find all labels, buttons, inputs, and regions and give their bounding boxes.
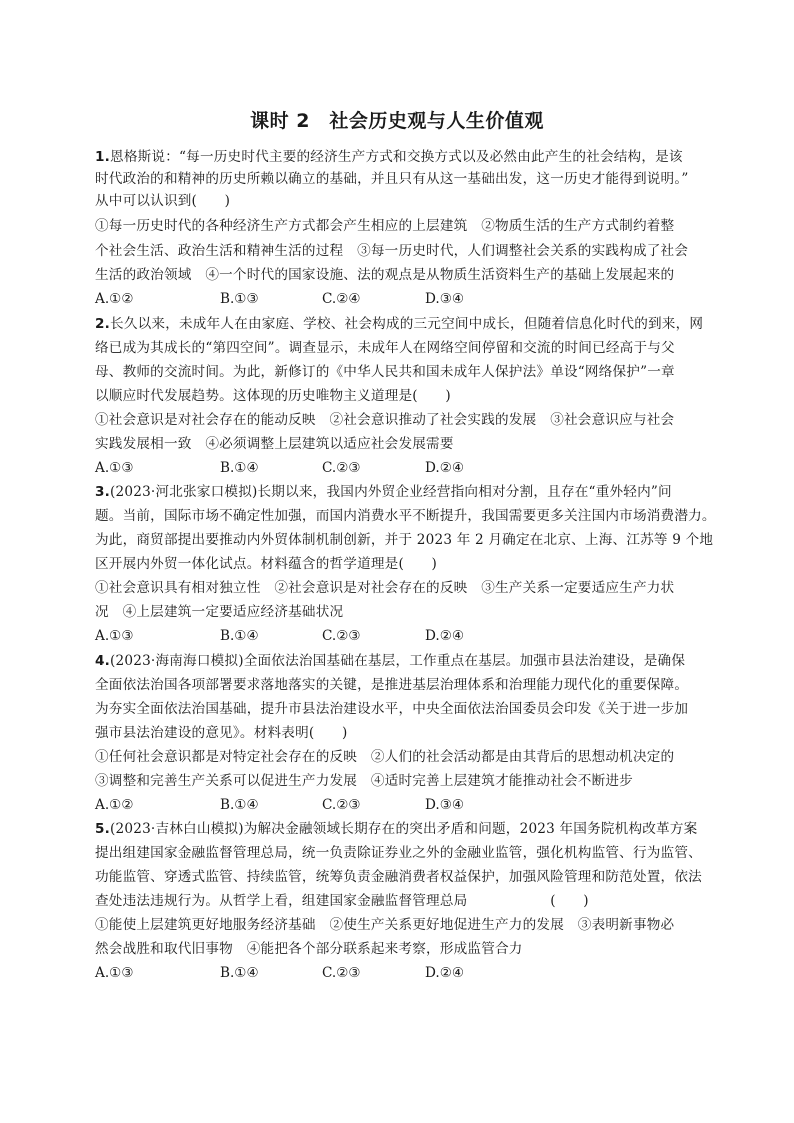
statement-text: ③调整和完善生产关系可以促进生产力发展 ④适时完善上层建筑才能推动社会不断进步 [95,773,633,789]
option-a[interactable]: A.①③ [95,628,134,644]
option-c[interactable]: C.②③ [322,628,361,644]
question-line [95,148,683,166]
option-a[interactable]: A.①③ [95,460,134,476]
question-number: 1. [95,149,111,165]
question-text: 提出组建国家金融监督管理总局，统一负责除证券业之外的金融业监管，强化机构监管、行为监管、 [95,845,702,861]
question-text: 功能监管、穿透式监管、持续监管，统筹负责金融消费者权益保护，加强风险管理和防范处置，依法 [95,869,702,885]
option-d[interactable]: D.②④ [425,628,465,644]
question-text: (2023·吉林白山模拟)为解决金融领域长期存在的突出矛盾和问题，2023 年国务院机构改革方案 [110,821,698,837]
statement-text: 实践发展相一致 ④必须调整上层建筑以适应社会发展需要 [95,436,454,452]
option-a[interactable]: A.①② [95,291,134,307]
statement-text: 生活的政治领域 ④一个时代的国家设施、法的观点是从物质生活资料生产的基础上发展起来的 [95,267,675,283]
question-text: 查处违法违规行为。从哲学上看，组建国家金融监督管理总局 ( ) [95,893,589,909]
option-c[interactable]: C.②③ [322,797,361,813]
statement-text: 然会战胜和取代旧事物 ④能把各个部分联系起来考察，形成监管合力 [95,941,523,957]
question-number: 4. [95,653,111,669]
question-text: 区开展内外贸一体化试点。材料蕴含的哲学道理是( ) [95,556,438,572]
question-text: 母、教师的交流时间。为此，新修订的《中华人民共和国未成年人保护法》单设“网络保护”一章 [95,364,675,380]
option-d[interactable]: D.②④ [425,460,465,476]
option-b[interactable]: B.①④ [220,628,259,644]
question-line [95,483,672,501]
option-c[interactable]: C.②③ [322,965,361,981]
option-d[interactable]: D.③④ [425,797,465,813]
option-a[interactable]: A.①② [95,797,134,813]
question-number: 3. [95,484,111,500]
statement-text: 况 ④上层建筑一定要适应经济基础状况 [95,604,344,620]
option-a[interactable]: A.①③ [95,965,134,981]
question-text: 恩格斯说：“每一历史时代主要的经济生产方式和交换方式以及必然由此产生的社会结构，是该 [110,149,683,165]
question-line [95,315,703,333]
option-b[interactable]: B.①④ [220,460,259,476]
question-line [95,820,697,838]
question-text: 时代政治的和精神的历史所赖以确立的基础，并且只有从这一基础出发，这一历史才能得到说明。” [95,171,689,187]
question-text: 长久以来，未成年人在由家庭、学校、社会构成的三元空间中成长，但随着信息化时代的到来，网 [110,316,704,332]
page-title: 课时 2 社会历史观与人生价值观 [250,110,544,132]
question-number: 2. [95,316,111,332]
question-text: 从中可以认识到( ) [95,193,231,209]
option-d[interactable]: D.③④ [425,291,465,307]
question-line [95,652,685,670]
option-c[interactable]: C.②③ [322,460,361,476]
statement-text: ①每一历史时代的各种经济生产方式都会产生相应的上层建筑 ②物质生活的生产方式制约着整 [95,218,675,234]
option-b[interactable]: B.①④ [220,965,259,981]
option-c[interactable]: C.②④ [322,291,361,307]
question-text: (2023·海南海口模拟)全面依法治国基础在基层，工作重点在基层。加强市县法治建设，是确保 [110,653,686,669]
statement-text: ①能使上层建筑更好地服务经济基础 ②使生产关系更好地促进生产力的发展 ③表明新事物必 [95,917,675,933]
question-text: 以顺应时代发展趋势。这体现的历史唯物主义道理是( ) [95,388,451,404]
option-d[interactable]: D.②④ [425,965,465,981]
question-text: 强市县法治建设的意见》。材料表明( ) [95,725,348,741]
question-text: 为夯实全面依法治国基础，提升市县法治建设水平，中央全面依法治国委员会印发《关于进一步加 [95,701,689,717]
option-b[interactable]: B.①④ [220,797,259,813]
question-text: 为此，商贸部提出要推动内外贸体制机制创新，并于 2023 年 2 月确定在北京、上海、江苏等 9 个地 [95,532,714,548]
statement-text: ①任何社会意识都是对特定社会存在的反映 ②人们的社会活动都是由其背后的思想动机决定的 [95,749,675,765]
statement-text: ①社会意识是对社会存在的能动反映 ②社会意识推动了社会实践的发展 ③社会意识应与社会 [95,412,675,428]
question-number: 5. [95,821,111,837]
statement-text: ①社会意识具有相对独立性 ②社会意识是对社会存在的反映 ③生产关系一定要适应生产力状 [95,580,675,596]
statement-text: 个社会生活、政治生活和精神生活的过程 ③每一历史时代，人们调整社会关系的实践构成了社会 [95,243,689,259]
question-text: 题。当前，国际市场不确定性加强，而国内消费水平不断提升，我国需要更多关注国内市场消费潜力。 [95,508,716,524]
question-text: 全面依法治国各项部署要求落地落实的关键，是推进基层治理体系和治理能力现代化的重要保障。 [95,677,689,693]
question-text: (2023·河北张家口模拟)长期以来，我国内外贸企业经营指向相对分割，且存在“重外轻内”问 [110,484,672,500]
question-text: 络已成为其成长的“第四空间”。调查显示，未成年人在网络空间停留和交流的时间已经高于与父 [95,340,675,356]
option-b[interactable]: B.①③ [220,291,259,307]
